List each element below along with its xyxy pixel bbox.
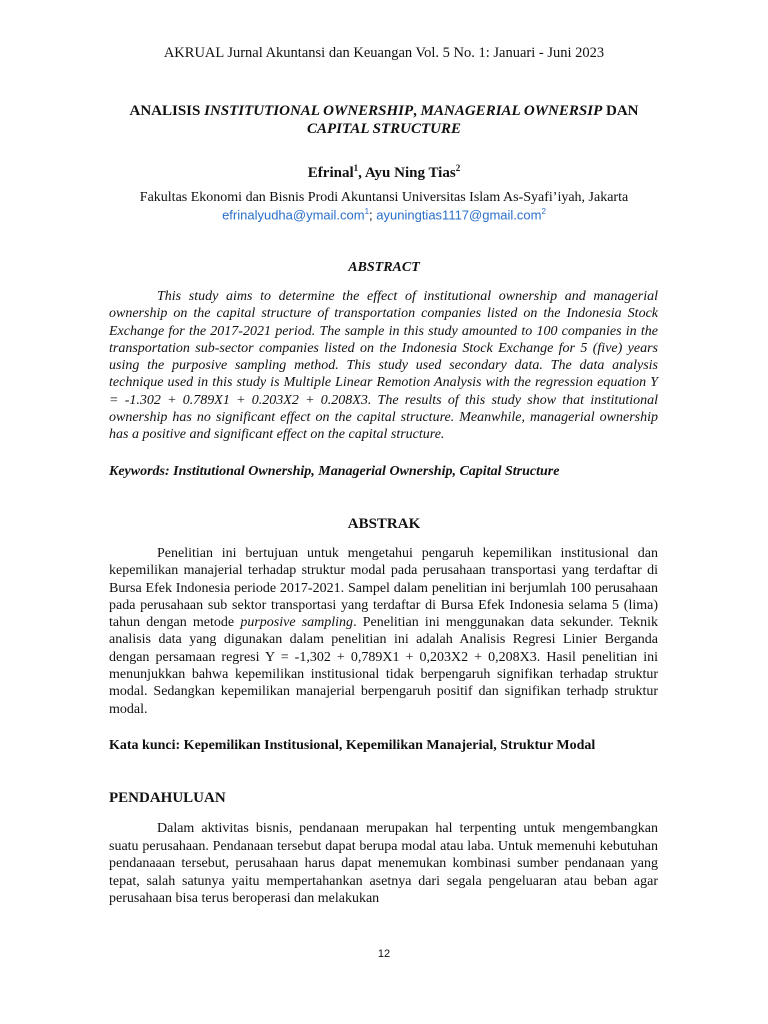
intro-body: Dalam aktivitas bisnis, pendanaan merupakan hal terpenting untuk mengembangkan suatu perusahaan. Pendanaan tersebut dapat berupa modal atau laba. Untuk memenuhi kebutuhan pendanaaan tersebut, perusahaan harus dapat menemukan kombinasi sumber pendanaan yang tepat, salah satunya yaitu mempertahankan asetnya dari segala pengeluaran atau beban agar perusahaan bisa terus beroperasi dan melakukan — [109, 821, 658, 906]
abstrak-body — [109, 545, 658, 718]
abstract-heading: ABSTRACT — [348, 260, 420, 275]
abstrak-body-term: purposive sampling — [240, 615, 354, 631]
paper-title — [0, 102, 768, 138]
author-2-sup: 2 — [455, 163, 461, 173]
abstrak-heading: ABSTRAK — [347, 516, 421, 532]
abstract-body: This study aims to determine the effect of institutional ownership and managerial ownership on the capital structure of transportation companies listed on the Indonesia Stock Exchange for the 2017-2021 period. The sample in this study amounted to 100 companies in the transportation sub-sector companies listed on the Indonesia Stock Exchange for 5 (five) years using the purposive sampling method. This study used secondary data. The data analysis technique used in this study is Multiple Linear Remotion Analysis with the regression equation Y = -1.302 + 0.789X1 + 0.203X2 + 0.208X3. The results of this study show that institutional ownership has no significant effect on the capital structure. Meanwhile, managerial ownership has a positive and significant effect on the capital structure. — [109, 289, 658, 443]
title-term-3: CAPITAL STRUCTURE — [306, 121, 462, 137]
author-2: , Ayu Ning Tias — [358, 165, 456, 181]
journal-header: AKRUAL Jurnal Akuntansi dan Keuangan Vol. 5 No. 1: Januari - Juni 2023 — [163, 45, 605, 61]
email-1-link[interactable]: efrinalyudha@ymail.com — [222, 207, 365, 223]
intro-heading: PENDAHULUAN — [109, 790, 226, 806]
title-prefix: ANALISIS — [129, 103, 205, 119]
abstrak-body-part-1: Penelitian ini bertujuan untuk mengetahui pengaruh kepemilikan institusional dan kepemilikan manajerial terhadap struktur modal pada perusahaan transportasi yang terdaftar di Bursa Efek Indonesia periode 2017-2021. Sampel dalam penelitian ini berjumlah 100 perusahaan pada perusahaan sub sektor transportasi yang terdaftar di Bursa Efek Indonesia selama 5 (lima) tahun dengan metode — [109, 546, 658, 631]
email-separator: ; — [369, 207, 377, 223]
title-line-1 — [0, 102, 768, 120]
abstrak-body-part-2: . Penelitian ini menggunakan data sekunder. Teknik analisis data yang digunakan dalam penelitian ini adalah Analisis Regresi Linier Berganda dengan persamaan regresi Y = -1,302 + 0,789X1 + 0,203X2 + 0,208X3. Hasil penelitian ini menunjukkan bahwa kepemilikan institusional tidak berpengaruh signifikan terhadap struktur modal. Sedangkan kepemilikan manajerial berpengaruh positif dan signifikan terhadp struktur modal. — [109, 615, 658, 717]
page-number: 12 — [377, 948, 391, 960]
title-line-2 — [0, 120, 768, 138]
author-1: Efrinal — [307, 165, 354, 181]
title-separator: , — [413, 103, 421, 119]
author-line — [0, 163, 768, 182]
email-1-sup: 1 — [364, 207, 370, 216]
email-line — [0, 207, 768, 222]
title-and: DAN — [602, 103, 639, 119]
affiliation: Fakultas Ekonomi dan Bisnis Prodi Akuntansi Universitas Islam As-Syafi’iyah, Jakarta — [139, 190, 629, 205]
title-term-2: MANAGERIAL OWNERSIP — [420, 103, 603, 119]
keywords-id: Kata kunci: Kepemilikan Institusional, Kepemilikan Manajerial, Struktur Modal — [109, 738, 596, 753]
author-1-sup: 1 — [353, 163, 359, 173]
title-term-1: INSTITUTIONAL OWNERSHIP — [204, 103, 414, 119]
email-2-link[interactable]: ayuningtias1117@gmail.com — [376, 207, 542, 223]
email-2-sup: 2 — [541, 207, 546, 216]
keywords-en: Keywords: Institutional Ownership, Managerial Ownership, Capital Structure — [109, 464, 560, 479]
